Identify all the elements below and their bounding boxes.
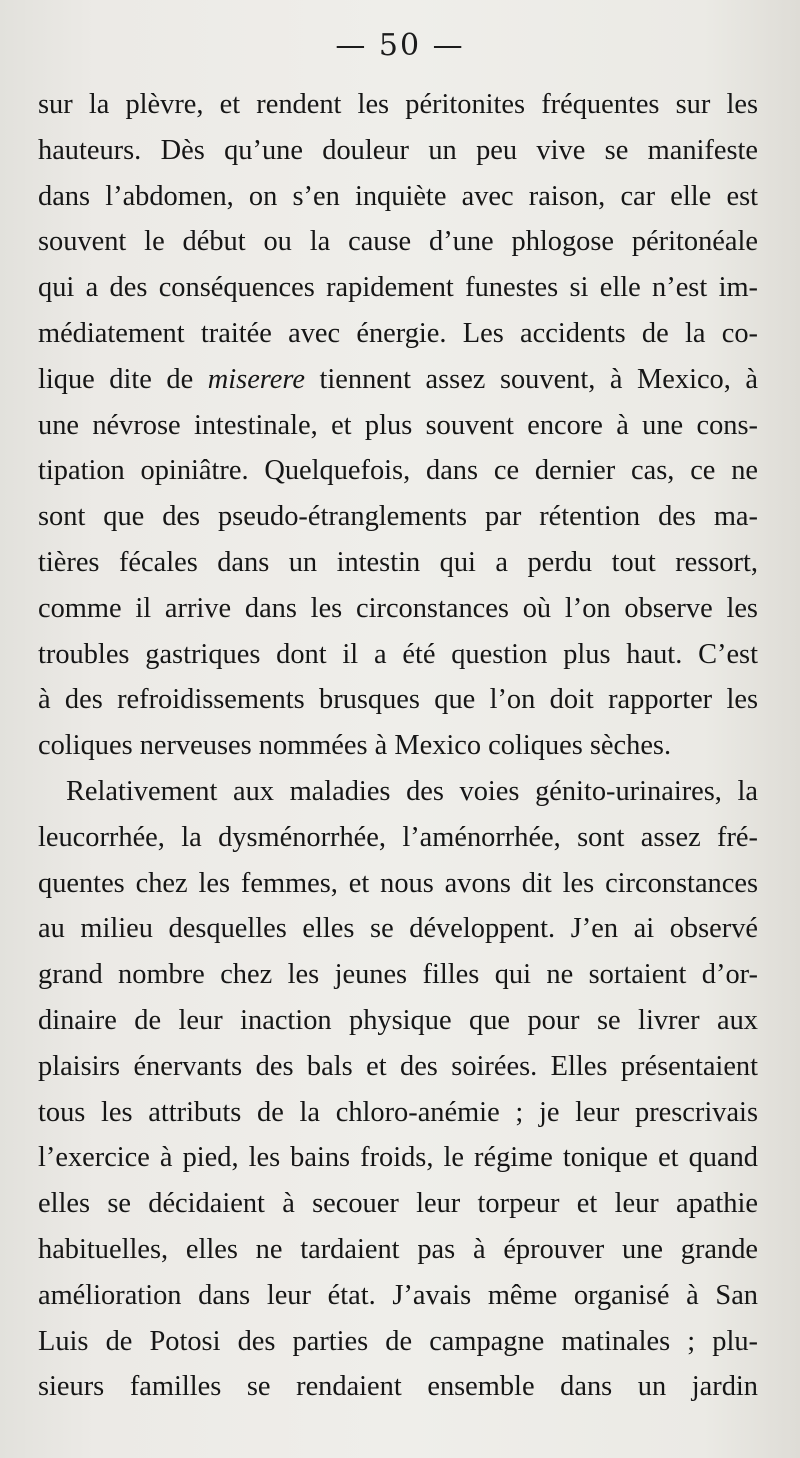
text-segment: tiennent assez souvent, à Mexico, à — [304, 363, 758, 395]
text-line: tières fécales dans un intestin qui a perdu tout ressort, — [38, 546, 758, 578]
text-line: l’exercice à pied, les bains froids, le régime tonique et quand — [38, 1142, 758, 1174]
text-line: tous les attributs de la chloro-anémie ; je leur prescrivais — [38, 1096, 758, 1128]
text-segment: lique dite de — [38, 363, 208, 395]
text-line: plaisirs énervants des bals et des soirées. Elles présentaient — [38, 1050, 758, 1082]
text-line: dinaire de leur inaction physique que pour se livrer aux — [38, 1004, 758, 1036]
text-line: sieurs familles se rendaient ensemble dans un jardin — [38, 1371, 758, 1403]
text-line: grand nombre chez les jeunes filles qui ne sortaient d’or- — [38, 959, 758, 991]
text-line: troubles gastriques dont il a été question plus haut. C’est — [38, 638, 758, 670]
text-line: comme il arrive dans les circonstances où l’on observe les — [38, 592, 758, 624]
text-line: tipation opiniâtre. Quelquefois, dans ce dernier cas, ce ne — [38, 455, 758, 487]
text-line: habituelles, elles ne tardaient pas à éprouver une grande — [38, 1233, 758, 1265]
body-text — [38, 82, 758, 1410]
text-line: une névrose intestinale, et plus souvent encore à une cons- — [38, 409, 758, 441]
text-line: amélioration dans leur état. J’avais même organisé à San — [38, 1279, 758, 1311]
text-line: hauteurs. Dès qu’une douleur un peu vive se manifeste — [38, 134, 758, 166]
text-line: Relativement aux maladies des voies génito-urinaires, la — [66, 775, 758, 807]
text-line: sur la plèvre, et rendent les péritonites fréquentes sur les — [38, 89, 758, 120]
text-line: médiatement traitée avec énergie. Les accidents de la co- — [38, 317, 758, 349]
text-line: coliques nerveuses nommées à Mexico coliques sèches. — [38, 730, 672, 762]
text-line: quentes chez les femmes, et nous avons dit les circonstances — [38, 867, 758, 899]
text-line: au milieu desquelles elles se développent. J’en ai observé — [38, 913, 758, 945]
text-line — [38, 357, 758, 403]
text-line: qui a des conséquences rapidement funestes si elle n’est im- — [38, 272, 758, 304]
text-line: Luis de Potosi des parties de campagne matinales ; plu- — [38, 1325, 758, 1357]
page-number: — 50 — — [335, 28, 465, 63]
text-line: elles se décidaient à secouer leur torpeur et leur apathie — [38, 1188, 758, 1220]
text-line: dans l’abdomen, on s’en inquiète avec raison, car elle est — [38, 180, 758, 212]
text-line: souvent le début ou la cause d’une phlogose péritonéale — [38, 226, 758, 258]
italic-term: miserere — [207, 363, 305, 395]
text-line: sont que des pseudo-étranglements par rétention des ma- — [38, 501, 758, 533]
text-line: leucorrhée, la dysménorrhée, l’aménorrhée, sont assez fré- — [38, 821, 758, 853]
text-line: à des refroidissements brusques que l’on doit rapporter les — [38, 684, 758, 716]
